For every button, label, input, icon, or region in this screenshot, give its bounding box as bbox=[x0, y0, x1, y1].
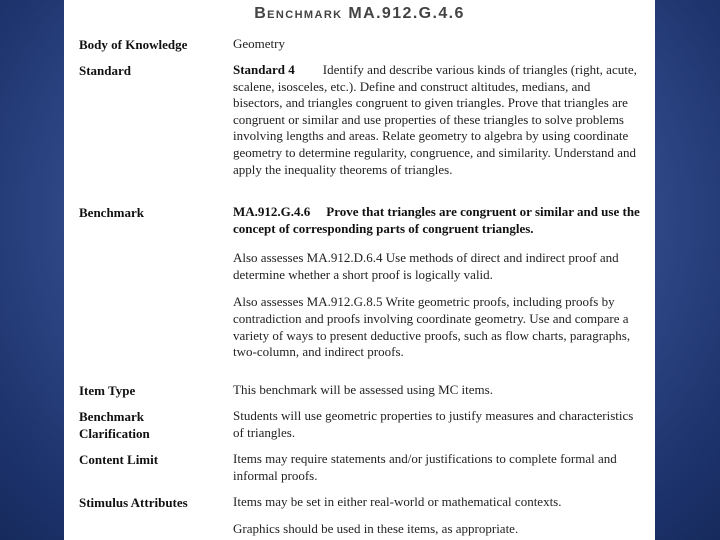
title-code: MA.912.G.4.6 bbox=[348, 5, 465, 22]
value-stimulus bbox=[233, 494, 643, 537]
stimulus-text-1: Items may be set in either real-world or mathematical contexts. bbox=[233, 494, 562, 509]
benchmark-text: Prove that triangles are congruent or similar and use the concept of corresponding parts of congruent triangles. bbox=[233, 204, 640, 236]
label-benchmark: Benchmark bbox=[79, 205, 144, 220]
stimulus-text-2: Graphics should be used in these items, as appropriate. bbox=[233, 520, 519, 536]
standard-number: Standard 4 bbox=[233, 62, 295, 77]
title-prefix: Benchmark bbox=[254, 5, 343, 22]
clarification-text: Students will use geometric properties to justify measures and characteristics of triangles. bbox=[233, 408, 634, 440]
label-body-of-knowledge: Body of Knowledge bbox=[79, 37, 188, 52]
benchmark-also-1: Also assesses MA.912.D.6.4 Use methods of direct and indirect proof and determine whether a short proof is logically valid. bbox=[233, 250, 619, 282]
value-benchmark bbox=[233, 204, 643, 361]
benchmark-also-2: Also assesses MA.912.G.8.5 Write geometric proofs, including proofs by contradiction and proofs involving coordinate geometry. Use and compare a variety of ways to present deductive proofs, such as flow charts, paragraphs, two-column, and indirect proofs. bbox=[233, 294, 631, 360]
content-limit-text: Items may require statements and/or justifications to complete formal and informal proofs. bbox=[233, 451, 617, 483]
label-standard: Standard bbox=[79, 63, 132, 78]
value-clarification bbox=[233, 408, 643, 441]
label-clarification: Benchmark Clarification bbox=[79, 409, 150, 441]
page-title bbox=[64, 5, 655, 23]
label-stimulus: Stimulus Attributes bbox=[79, 495, 188, 510]
benchmark-code: MA.912.G.4.6 bbox=[233, 204, 311, 219]
item-type-text: This benchmark will be assessed using MC items. bbox=[233, 382, 493, 397]
document-page bbox=[64, 0, 655, 540]
value-body-of-knowledge bbox=[233, 36, 643, 53]
label-item-type: Item Type bbox=[79, 383, 136, 398]
value-standard bbox=[233, 62, 643, 178]
standard-text: Identify and describe various kinds of triangles (right, acute, scalene, isosceles, etc.). Define and construct altitudes, medians, and bisectors, and triangles congruent to given triangles. Prove that triangles are congruent or similar and use properties of these triangles to solve problems involving lengths and areas. Relate geometry to algebra by using coordinate geometry to determine regularity, congruence, and similarity. Understand and apply the inequality theorems of triangles. bbox=[233, 62, 637, 177]
value-content-limit bbox=[233, 451, 643, 484]
value-item-type bbox=[233, 382, 643, 399]
label-content-limit: Content Limit bbox=[79, 452, 159, 467]
body-of-knowledge-text: Geometry bbox=[233, 36, 285, 51]
